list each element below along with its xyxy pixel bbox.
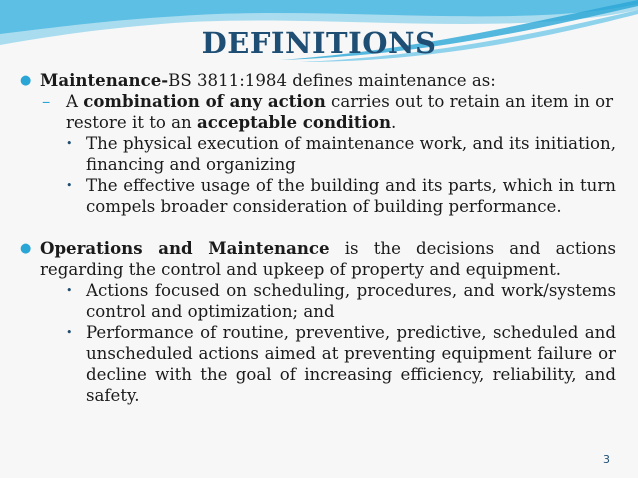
bullet-dot-icon: ●	[20, 241, 32, 256]
operations-definition: is the decisions and actions regarding the control and upkeep of property and equipment.	[40, 239, 616, 279]
list-item-text: Actions focused on scheduling, procedures, and work/systems control and optimization; and	[86, 281, 616, 321]
list-item	[20, 175, 616, 217]
small-dot-icon: •	[66, 179, 73, 192]
bullet-dot-icon: ●	[20, 73, 32, 88]
list-item	[20, 322, 616, 406]
term-maintenance: Maintenance-	[40, 70, 169, 90]
bullet-maintenance	[20, 70, 616, 91]
slide-title: DEFINITIONS	[201, 26, 437, 60]
bullet-operations	[20, 238, 616, 280]
list-item-text: The effective usage of the building and its parts, which in turn compels broader consideration of building performance.	[86, 176, 616, 216]
list-item-text: Performance of routine, preventive, predictive, scheduled and unscheduled actions aimed at preventing equipment failure or decline with the goal of increasing efficiency, reliability, and safety.	[86, 323, 616, 405]
maintenance-definition-intro: BS 3811:1984 defines maintenance as:	[168, 71, 496, 90]
list-item-text: The physical execution of maintenance work, and its initiation, financing and organizing	[86, 134, 616, 174]
definition-text-pre: A	[66, 92, 84, 111]
definition-bold-combination: combination of any action	[83, 91, 326, 111]
dash-bullet-icon: –	[42, 92, 51, 111]
small-dot-icon: •	[66, 284, 73, 297]
list-item	[20, 280, 616, 322]
definition-text-mid: carries out to retain an item in or restore it to an	[66, 92, 614, 132]
slide-body	[20, 70, 616, 406]
definition-bold-condition: acceptable condition	[197, 112, 392, 132]
sub-bullet-combination	[20, 91, 616, 133]
term-operations-maintenance: Operations and Maintenance	[40, 238, 330, 258]
page-number: 3	[603, 453, 610, 466]
small-dot-icon: •	[66, 137, 73, 150]
list-item	[20, 133, 616, 175]
small-dot-icon: •	[66, 326, 73, 339]
definition-text-post: .	[391, 113, 397, 132]
